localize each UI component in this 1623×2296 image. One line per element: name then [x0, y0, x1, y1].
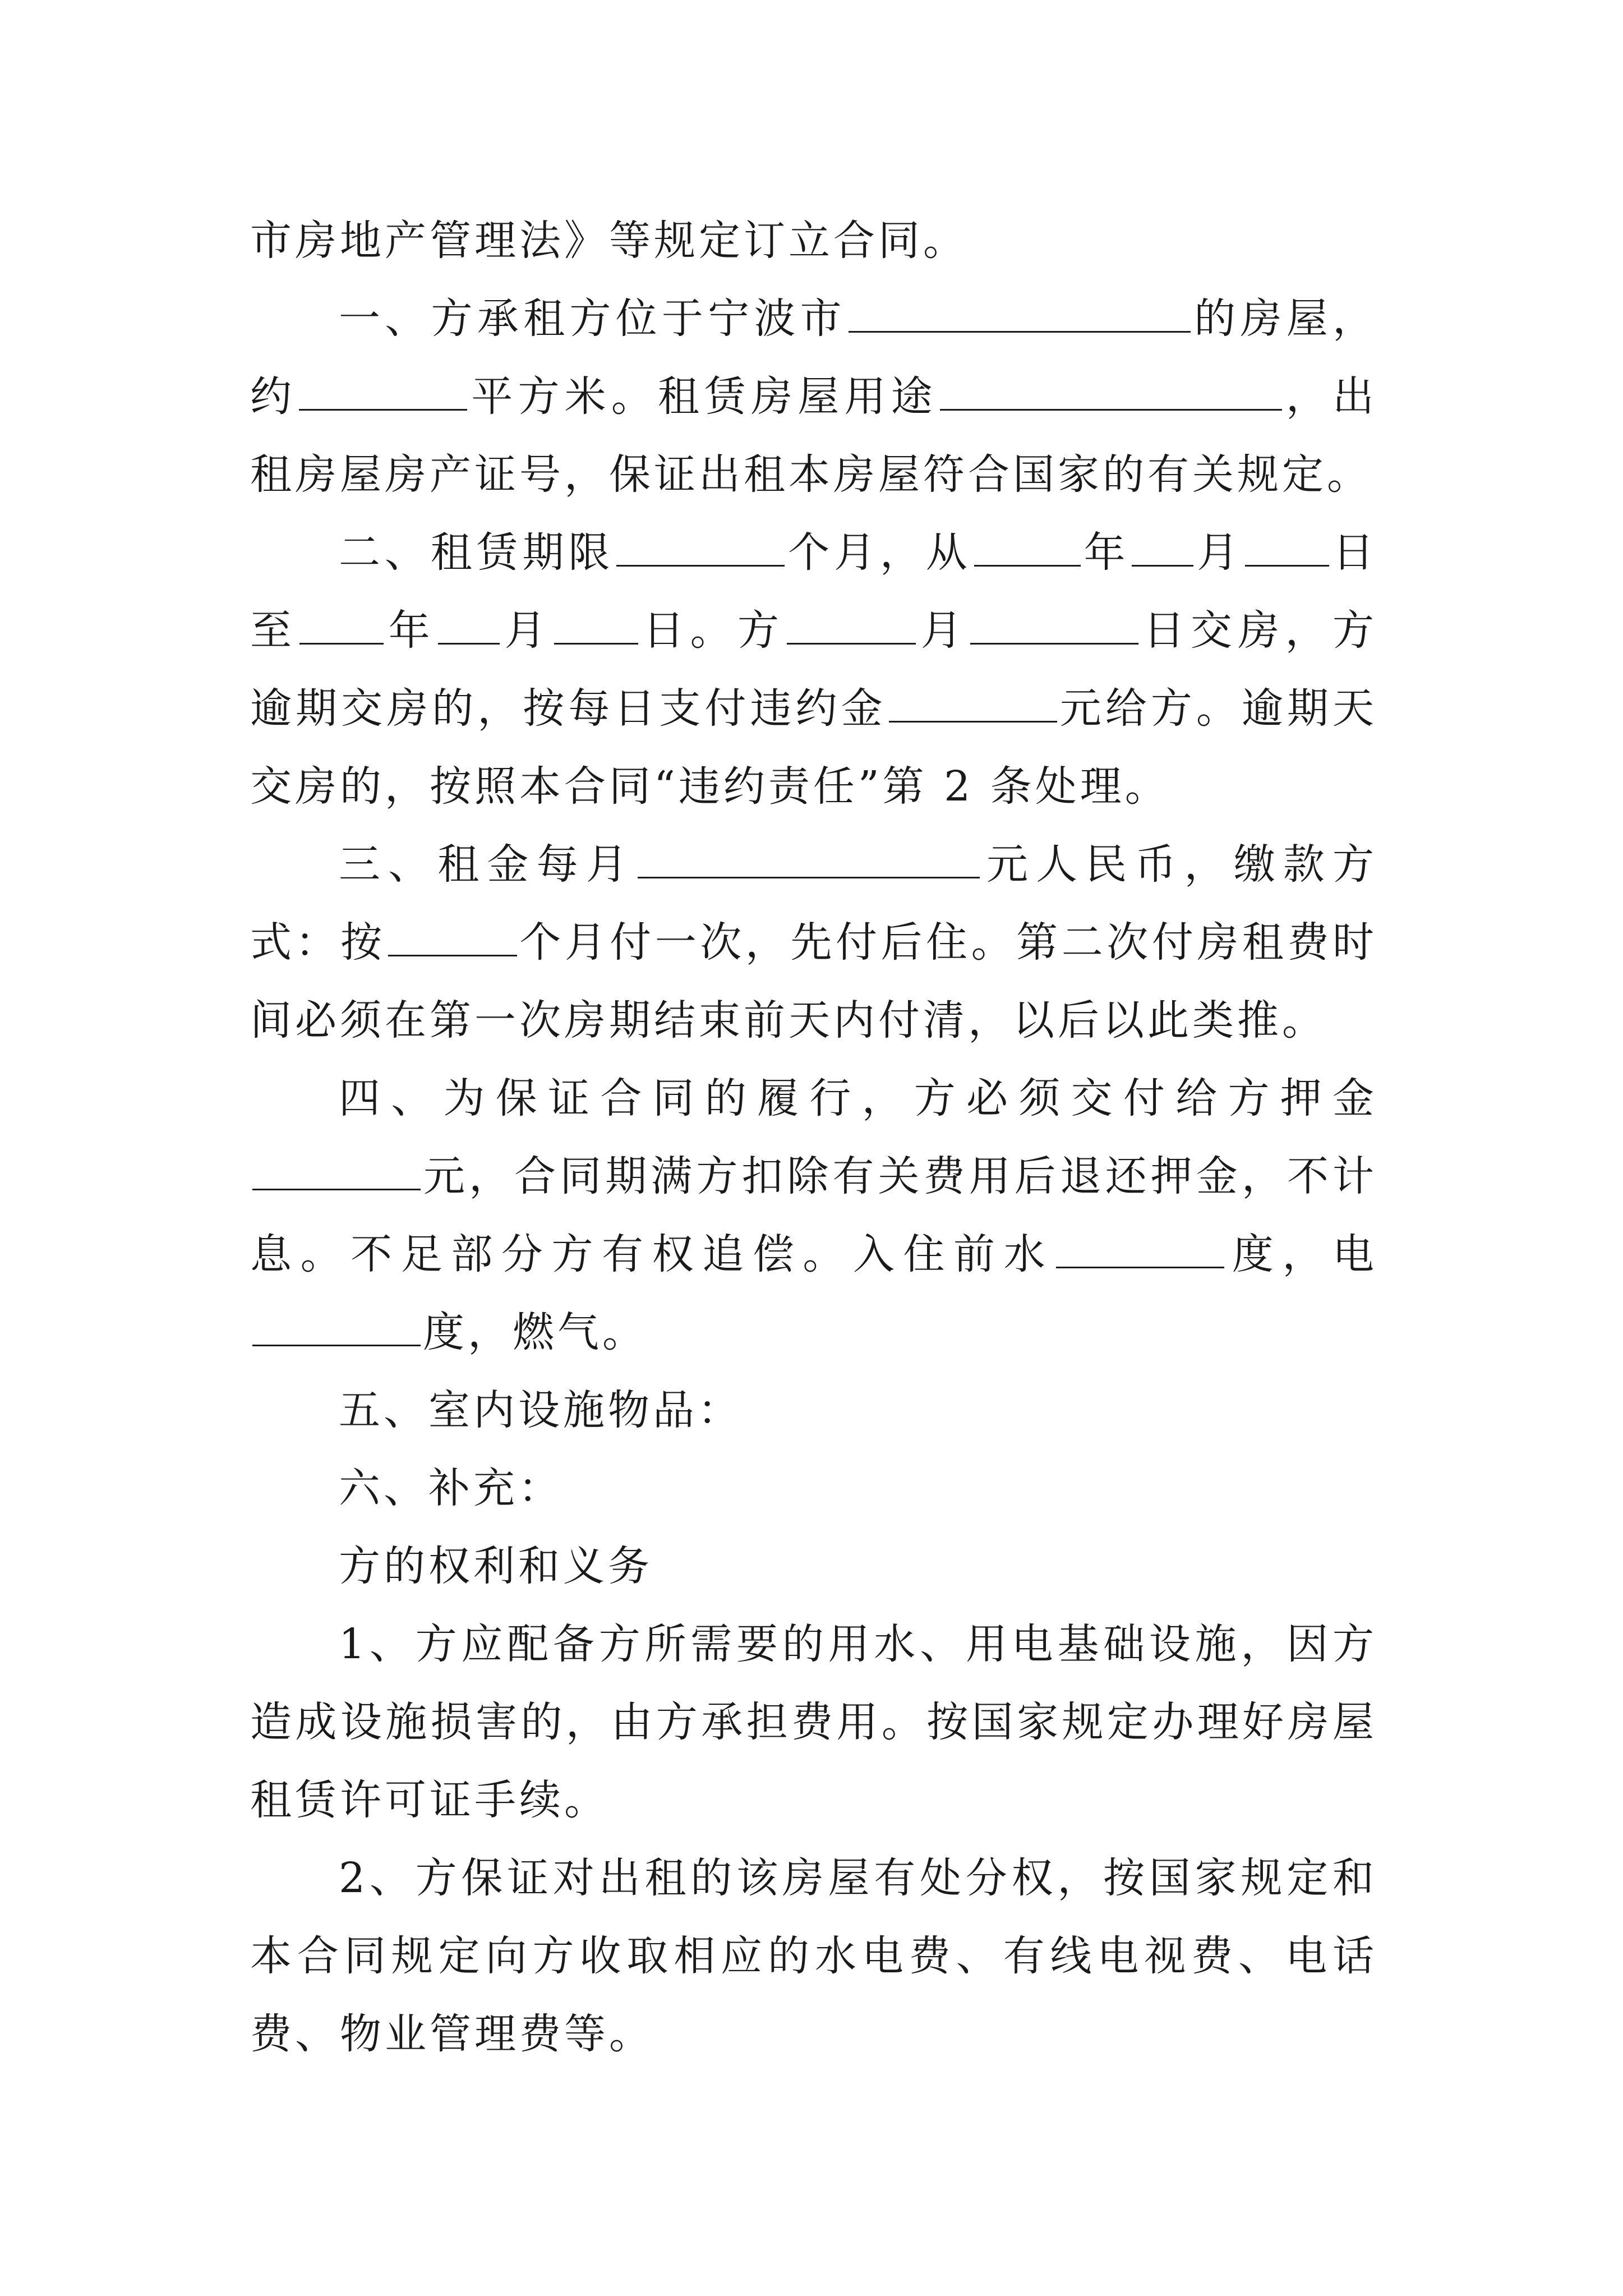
blank-field-pay-interval	[388, 919, 517, 956]
text-segment: 市房地产管理法》等规定订立合同。	[250, 217, 968, 265]
text-segment: ，出租房屋房产证号，保证出租本房屋符合国家的有关规定。	[250, 372, 1378, 499]
paragraph-clause-4	[250, 1060, 1377, 1372]
document-body	[250, 202, 1377, 2073]
blank-field-deposit	[252, 1153, 421, 1190]
text-segment: 三、租金每月	[339, 840, 635, 889]
text-segment: 度，燃气。	[423, 1308, 647, 1356]
text-segment: 元给方。逾期天交房的，按照本合同“违约责任”第 2 条处理。	[250, 684, 1378, 811]
text-segment: 平方米。租赁房屋用途	[469, 372, 938, 421]
text-segment: 个月付一次，先付后住。第二次付房租费时间必须在第一次房期结束前天内付清，以后以此类推。	[250, 918, 1378, 1045]
text-segment: 元，合同期满方扣除有关费用后退还押金，不计息。不足部分方有权追偿。入住前水	[250, 1152, 1377, 1278]
text-segment: 二、租赁期限	[339, 528, 615, 577]
blank-field-start-year	[974, 529, 1081, 567]
blank-field-address	[849, 295, 1191, 333]
text-segment: 1、方应配备方所需要的用水、用电基础设施，因方造成设施损害的，由方承担费用。按国家规定办理好房屋租赁许可证手续。	[250, 1620, 1377, 1824]
paragraph-clause-1	[250, 280, 1377, 514]
text-segment: 度，电	[1227, 1230, 1378, 1278]
paragraph-clause-5	[250, 1372, 1377, 1450]
text-segment: 月	[502, 606, 552, 655]
paragraph-right-1	[250, 1605, 1377, 1839]
text-segment: 的房屋，约	[250, 295, 1378, 421]
text-segment: 元人民币，缴款方式：按	[250, 840, 1378, 967]
blank-field-end-year	[299, 607, 384, 645]
paragraph-intro-tail	[250, 202, 1377, 280]
text-segment: 月	[918, 606, 969, 655]
blank-field-end-day	[554, 607, 638, 645]
blank-field-water-reading	[1056, 1231, 1224, 1268]
text-segment: 方的权利和义务	[339, 1542, 653, 1590]
text-segment: 月	[1196, 528, 1243, 577]
blank-field-penalty	[889, 685, 1057, 723]
text-segment: 四、为保证合同的履行，方必须交付给方押金	[339, 1074, 1377, 1122]
text-segment: 年	[1082, 528, 1130, 577]
blank-field-end-month	[438, 607, 500, 645]
blank-field-power-reading	[252, 1309, 421, 1346]
paragraph-right-2	[250, 1839, 1377, 2073]
blank-field-handover-month	[787, 607, 916, 645]
paragraph-clause-2	[250, 514, 1377, 826]
text-segment: 五、室内设施物品：	[339, 1386, 743, 1434]
text-segment: 六、补充：	[339, 1464, 563, 1512]
blank-field-usage	[940, 373, 1282, 411]
blank-field-months	[616, 529, 785, 567]
blank-field-start-day	[1245, 529, 1329, 567]
text-segment: 日交房，方逾期交房的，按每日支付违约金	[250, 606, 1377, 733]
text-segment: 日。方	[640, 606, 785, 655]
text-segment: 个月，从	[787, 528, 972, 577]
blank-field-handover-day	[970, 607, 1138, 645]
blank-field-rent	[638, 841, 980, 878]
section-heading-rights	[250, 1527, 1377, 1605]
text-segment: 日至	[250, 528, 1377, 655]
paragraph-clause-3	[250, 826, 1377, 1060]
blank-field-start-month	[1132, 529, 1193, 567]
text-segment: 年	[386, 606, 436, 655]
text-segment: 2、方保证对出租的该房屋有处分权，按国家规定和本合同规定向方收取相应的水电费、有线电视费、电话费、物业管理费等。	[250, 1854, 1377, 2058]
text-segment: 一、方承租方位于宁波市	[339, 295, 846, 343]
blank-field-area	[299, 373, 467, 411]
paragraph-clause-6	[250, 1450, 1377, 1527]
